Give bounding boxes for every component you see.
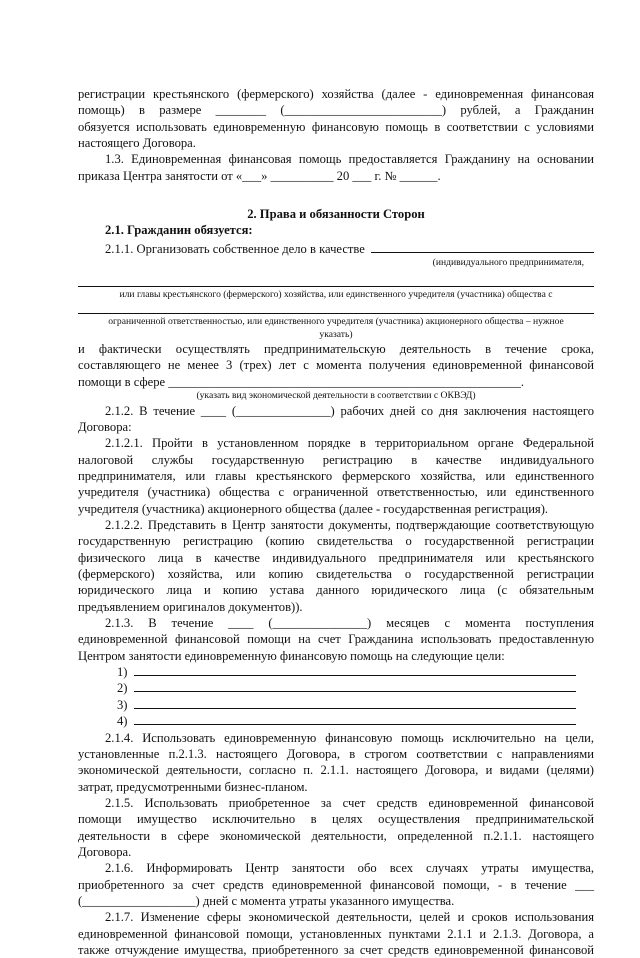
text-line: настоящего Договора. xyxy=(78,136,196,151)
list-item xyxy=(78,697,576,713)
clause-2-1-2-2 xyxy=(78,517,594,615)
text-line: установленные п.2.1.3. настоящего Договора, в строгом соответствии с направлениями xyxy=(78,746,594,761)
text-line: приказа Центра занятости от «___» __________ 20 ___ г. № ______. xyxy=(78,168,441,183)
text-line: также отчуждение имущества, приобретенного за счет средств единовременной финансовой xyxy=(78,942,594,957)
text-line: помощи в сфере ________________________________________________________. xyxy=(78,374,525,389)
blank-line xyxy=(134,713,577,725)
text-line: учредителя (участника) акционерного общества (далее - государственная регистрация). xyxy=(78,501,549,516)
text-line: 2.1.2.1. Пройти в установленном порядке в территориальном органе Федеральной xyxy=(105,436,594,451)
text-line: (__________________) дней с момента утраты указанного имущества. xyxy=(78,893,455,908)
clause-2-1-7 xyxy=(78,909,594,958)
clause-2-1-6 xyxy=(78,860,594,909)
text-line: приобретенного за счет средств единовременной финансовой помощи, - в течение ___ xyxy=(78,877,594,892)
list-item-number: 3) xyxy=(117,697,128,712)
list-item-number: 1) xyxy=(117,665,128,680)
clause-text: 2.1.1. Организовать собственное дело в качестве xyxy=(105,241,365,256)
footnote: ограниченной ответственностью, или единственного учредителя (участника) акционерного общества – нужное xyxy=(108,316,564,328)
text-line: Центром занятости единовременную финансовую помощь на следующие цели: xyxy=(78,648,505,663)
text-line: деятельности в сфере экономической деятельности, определенной п.2.1.1. настоящего xyxy=(78,828,594,843)
blank-line xyxy=(134,664,577,676)
text-line: государственную регистрацию (копию свидетельства о государственной регистрации xyxy=(78,534,594,549)
text-line: 2.1.2. В течение ____ (_______________) рабочих дней со дня заключения настоящего xyxy=(105,403,594,418)
text-line: юридического лица и копию устава данного юридического лица (с обязательным xyxy=(78,583,594,598)
text-line: Договора. xyxy=(78,844,132,859)
footnote: указать) xyxy=(319,328,353,340)
blank-line xyxy=(78,274,594,287)
blank-line xyxy=(134,697,577,709)
blank-line xyxy=(78,301,594,314)
paragraph-1-3 xyxy=(78,151,594,184)
text-line: составляющего не менее 3 (трех) лет с момента получения единовременной финансовой xyxy=(78,358,594,373)
text-line: 1.3. Единовременная финансовая помощь предоставляется Гражданину на основании xyxy=(105,152,594,167)
text-line: обязуется использовать единовременную финансовую помощь в соответствии с условиями xyxy=(78,119,594,134)
clause-2-1-4 xyxy=(78,730,594,795)
text-line: 2.1.2.2. Представить в Центр занятости документы, подтверждающие соответствующую xyxy=(105,518,594,533)
text-line: предъявлением оригиналов документов)). xyxy=(78,599,303,614)
text-line: Договора: xyxy=(78,419,132,434)
text-line: физического лица в качестве индивидуального предпринимателя или крестьянского xyxy=(78,550,594,565)
list-item xyxy=(78,680,576,696)
list-item xyxy=(78,664,576,680)
footnote: (указать вид экономической деятельности в соответствии с ОКВЭД) xyxy=(196,390,476,402)
subsection-title: 2.1. Гражданин обязуется: xyxy=(105,223,253,238)
text-line: затрат, предусмотренными бизнес-планом. xyxy=(78,779,308,794)
list-item-number: 4) xyxy=(117,714,128,729)
text-line: 2.1.4. Использовать единовременную финансовую помощь исключительно на цели, xyxy=(105,730,594,745)
text-line: 2.1.7. Изменение сферы экономической деятельности, целей и сроков использования xyxy=(105,910,594,925)
text-line: (фермерского) хозяйства, или копию свидетельства о государственной регистрации xyxy=(78,567,594,582)
list-item xyxy=(78,713,576,729)
list-item-number: 2) xyxy=(117,681,128,696)
section-title: 2. Права и обязанности Сторон xyxy=(247,207,425,222)
text-line: налоговой службы государственную регистрацию в качестве индивидуального xyxy=(78,452,594,467)
footnote: (индивидуального предпринимателя, xyxy=(432,257,584,269)
clause-2-1-2 xyxy=(78,403,594,436)
text-line: 2.1.3. В течение ____ (_______________) месяцев с момента поступления xyxy=(105,616,594,631)
paragraph-1-2-continuation xyxy=(78,86,594,151)
text-line: предпринимателя, или главы крестьянского фермерского хозяйства, или единственного xyxy=(78,469,594,483)
text-line: экономической деятельности, согласно п. 2.1.1. настоящего Договора, и видами (целями) xyxy=(78,763,594,778)
text-line: единовременной финансовой помощи на счет Гражданина использовать предоставленную xyxy=(78,632,594,647)
footnote: или главы крестьянского (фермерского) хозяйства, или единственного учредителя (участника) общества с xyxy=(119,288,553,300)
document-body xyxy=(78,86,594,958)
text-line: и фактически осуществлять предпринимательскую деятельность в течение срока, xyxy=(78,342,594,357)
clause-2-1-5 xyxy=(78,795,594,860)
text-line: единовременной финансовой помощи, установленных пунктами 2.1.1 и 2.1.3. Договора, а xyxy=(78,926,594,941)
text-line: помощь) в размере ________ (_________________________) рублей, а Гражданин xyxy=(78,103,594,118)
text-line: учредителя (участника) общества с ограниченной ответственностью, или единственного xyxy=(78,485,594,500)
clause-2-1-1 xyxy=(78,241,594,403)
text-line: помощи имущество исключительно в целях осуществления предпринимательской xyxy=(78,812,594,827)
text-line: регистрации крестьянского (фермерского) хозяйства (далее - единовременная финансовая xyxy=(78,87,594,101)
clause-2-1-2-1 xyxy=(78,435,594,517)
blank-line xyxy=(134,680,577,692)
blank-line xyxy=(371,241,594,253)
clause-2-1-3 xyxy=(78,615,594,729)
text-line: 2.1.6. Информировать Центр занятости обо всех случаях утраты имущества, xyxy=(105,861,594,876)
text-line: 2.1.5. Использовать приобретенное за счет средств единовременной финансовой xyxy=(105,795,594,810)
text-line xyxy=(78,241,594,257)
